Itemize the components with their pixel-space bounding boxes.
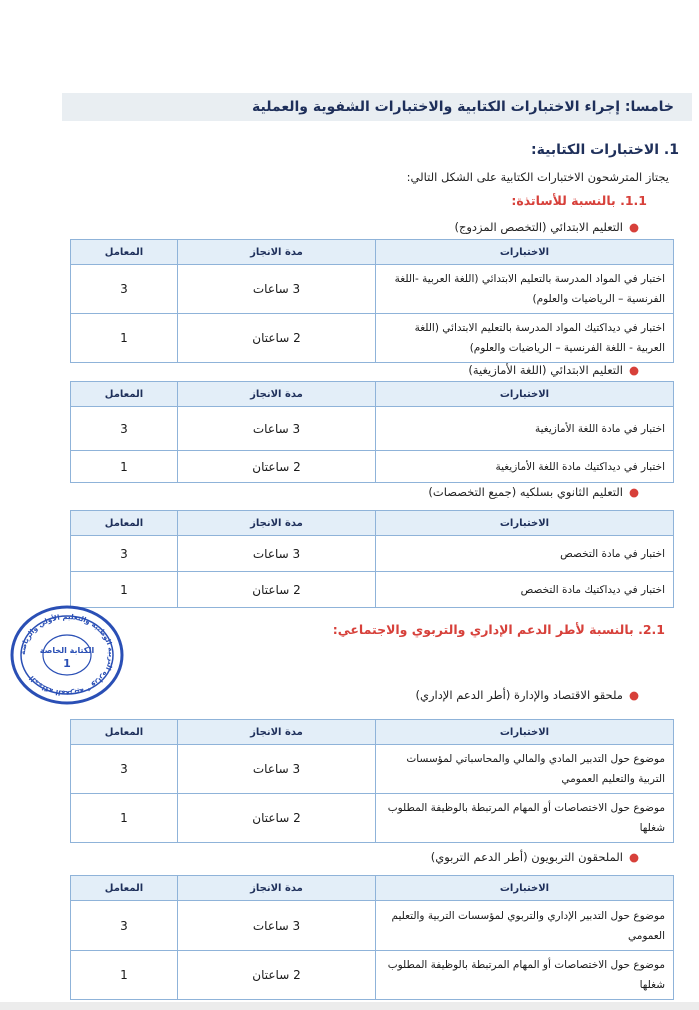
header-coefficient: المعامل bbox=[71, 876, 178, 901]
coefficient-cell: 1 bbox=[71, 794, 178, 843]
table-header-row bbox=[71, 240, 674, 265]
header-tests: الاختبارات bbox=[376, 876, 674, 901]
table-row bbox=[71, 745, 674, 794]
header-coefficient: المعامل bbox=[71, 382, 178, 407]
table-header-row bbox=[71, 720, 674, 745]
duration-cell: 2 ساعتان bbox=[178, 572, 376, 608]
test-cell: اختبار في المواد المدرسة بالتعليم الابتدائي (اللغة العربية -اللغة الفرنسية – الرياضيات والعلوم) bbox=[376, 265, 674, 314]
coefficient-cell: 3 bbox=[71, 407, 178, 451]
test-cell: موضوع حول التدبير المادي والمالي والمحاسباتي لمؤسسات التربية والتعليم العمومي bbox=[376, 745, 674, 794]
duration-cell: 3 ساعات bbox=[178, 745, 376, 794]
exam-table bbox=[70, 719, 674, 843]
table-header-row bbox=[71, 511, 674, 536]
duration-cell: 3 ساعات bbox=[178, 407, 376, 451]
header-coefficient: المعامل bbox=[71, 511, 178, 536]
header-tests: الاختبارات bbox=[376, 720, 674, 745]
header-duration: مدة الانجاز bbox=[178, 382, 376, 407]
stamp-ring-text: المملكة المغربية * وزارة التربية الوطنية والتعليم الأولي والرياضة bbox=[18, 612, 116, 698]
header-tests: الاختبارات bbox=[376, 511, 674, 536]
bullet-icon: ● bbox=[628, 850, 639, 864]
exam-table bbox=[70, 875, 674, 1000]
test-cell: اختبار في مادة التخصص bbox=[376, 536, 674, 572]
header-tests: الاختبارات bbox=[376, 382, 674, 407]
table-row bbox=[71, 794, 674, 843]
test-cell: اختبار في ديداكتيك المواد المدرسة بالتعليم الابتدائي (اللغة العربية - اللغة الفرنسية – الرياضيات والعلوم) bbox=[376, 314, 674, 363]
bullet-icon: ● bbox=[628, 363, 639, 377]
header-duration: مدة الانجاز bbox=[178, 720, 376, 745]
test-cell: موضوع حول الاختصاصات أو المهام المرتبطة بالوظيفة المطلوب شغلها bbox=[376, 951, 674, 1000]
teachers-heading: 1.1. بالنسبة للأساتذة: bbox=[511, 193, 647, 208]
test-cell: اختبار في ديداكتيك مادة التخصص bbox=[376, 572, 674, 608]
coefficient-cell: 3 bbox=[71, 901, 178, 951]
group-label: ●التعليم الابتدائي (اللغة الأمازيغية) bbox=[468, 363, 639, 377]
test-cell: موضوع حول الاختصاصات أو المهام المرتبطة بالوظيفة المطلوب شغلها bbox=[376, 794, 674, 843]
table-row bbox=[71, 536, 674, 572]
table-header-row bbox=[71, 382, 674, 407]
group-label: ●ملحقو الاقتصاد والإدارة (أطر الدعم الإداري) bbox=[415, 688, 639, 702]
header-coefficient: المعامل bbox=[71, 240, 178, 265]
coefficient-cell: 3 bbox=[71, 265, 178, 314]
duration-cell: 2 ساعتان bbox=[178, 314, 376, 363]
test-cell: موضوع حول التدبير الإداري والتربوي لمؤسسات التربية والتعليم العمومي bbox=[376, 901, 674, 951]
coefficient-cell: 1 bbox=[71, 451, 178, 483]
exam-table bbox=[70, 510, 674, 608]
table-row bbox=[71, 951, 674, 1000]
page-bottom-edge bbox=[0, 1002, 699, 1010]
subsection-intro: يجتاز المترشحون الاختبارات الكتابية على الشكل التالي: bbox=[406, 170, 669, 184]
duration-cell: 2 ساعتان bbox=[178, 451, 376, 483]
stamp-number: 1 bbox=[63, 657, 71, 670]
duration-cell: 2 ساعتان bbox=[178, 951, 376, 1000]
exam-table bbox=[70, 239, 674, 363]
bullet-icon: ● bbox=[628, 485, 639, 499]
group-label: ●الملحقون التربويون (أطر الدعم التربوي) bbox=[430, 850, 639, 864]
table-header-row bbox=[71, 876, 674, 901]
exam-table bbox=[70, 381, 674, 483]
coefficient-cell: 3 bbox=[71, 536, 178, 572]
duration-cell: 3 ساعات bbox=[178, 265, 376, 314]
stamp-center-text: الكتابة الخاصة bbox=[39, 646, 95, 655]
coefficient-cell: 3 bbox=[71, 745, 178, 794]
table-row bbox=[71, 901, 674, 951]
table-row bbox=[71, 451, 674, 483]
table-row bbox=[71, 314, 674, 363]
table-row bbox=[71, 265, 674, 314]
coefficient-cell: 1 bbox=[71, 951, 178, 1000]
test-cell: اختبار في ديداكتيك مادة اللغة الأمازيغية bbox=[376, 451, 674, 483]
subsection-written-tests-title: 1. الاختبارات الكتابية: bbox=[531, 142, 679, 158]
bullet-icon: ● bbox=[628, 220, 639, 234]
test-cell: اختبار في مادة اللغة الأمازيغية bbox=[376, 407, 674, 451]
duration-cell: 3 ساعات bbox=[178, 901, 376, 951]
support-staff-heading: 2.1. بالنسبة لأطر الدعم الإداري والتربوي والاجتماعي: bbox=[332, 622, 665, 637]
section-title: خامسا: إجراء الاختبارات الكتابية والاختبارات الشفوية والعملية bbox=[62, 93, 692, 121]
table-row bbox=[71, 407, 674, 451]
official-stamp-icon bbox=[8, 603, 126, 707]
group-label: ●التعليم الابتدائي (التخصص المزدوج) bbox=[454, 220, 639, 234]
header-duration: مدة الانجاز bbox=[178, 511, 376, 536]
header-duration: مدة الانجاز bbox=[178, 876, 376, 901]
bullet-icon: ● bbox=[628, 688, 639, 702]
duration-cell: 2 ساعتان bbox=[178, 794, 376, 843]
svg-text:المملكة المغربية * وزارة الترب bbox=[19, 613, 115, 697]
coefficient-cell: 1 bbox=[71, 572, 178, 608]
header-duration: مدة الانجاز bbox=[178, 240, 376, 265]
coefficient-cell: 1 bbox=[71, 314, 178, 363]
header-coefficient: المعامل bbox=[71, 720, 178, 745]
duration-cell: 3 ساعات bbox=[178, 536, 376, 572]
header-tests: الاختبارات bbox=[376, 240, 674, 265]
group-label: ●التعليم الثانوي بسلكيه (جميع التخصصات) bbox=[428, 485, 639, 499]
table-row bbox=[71, 572, 674, 608]
